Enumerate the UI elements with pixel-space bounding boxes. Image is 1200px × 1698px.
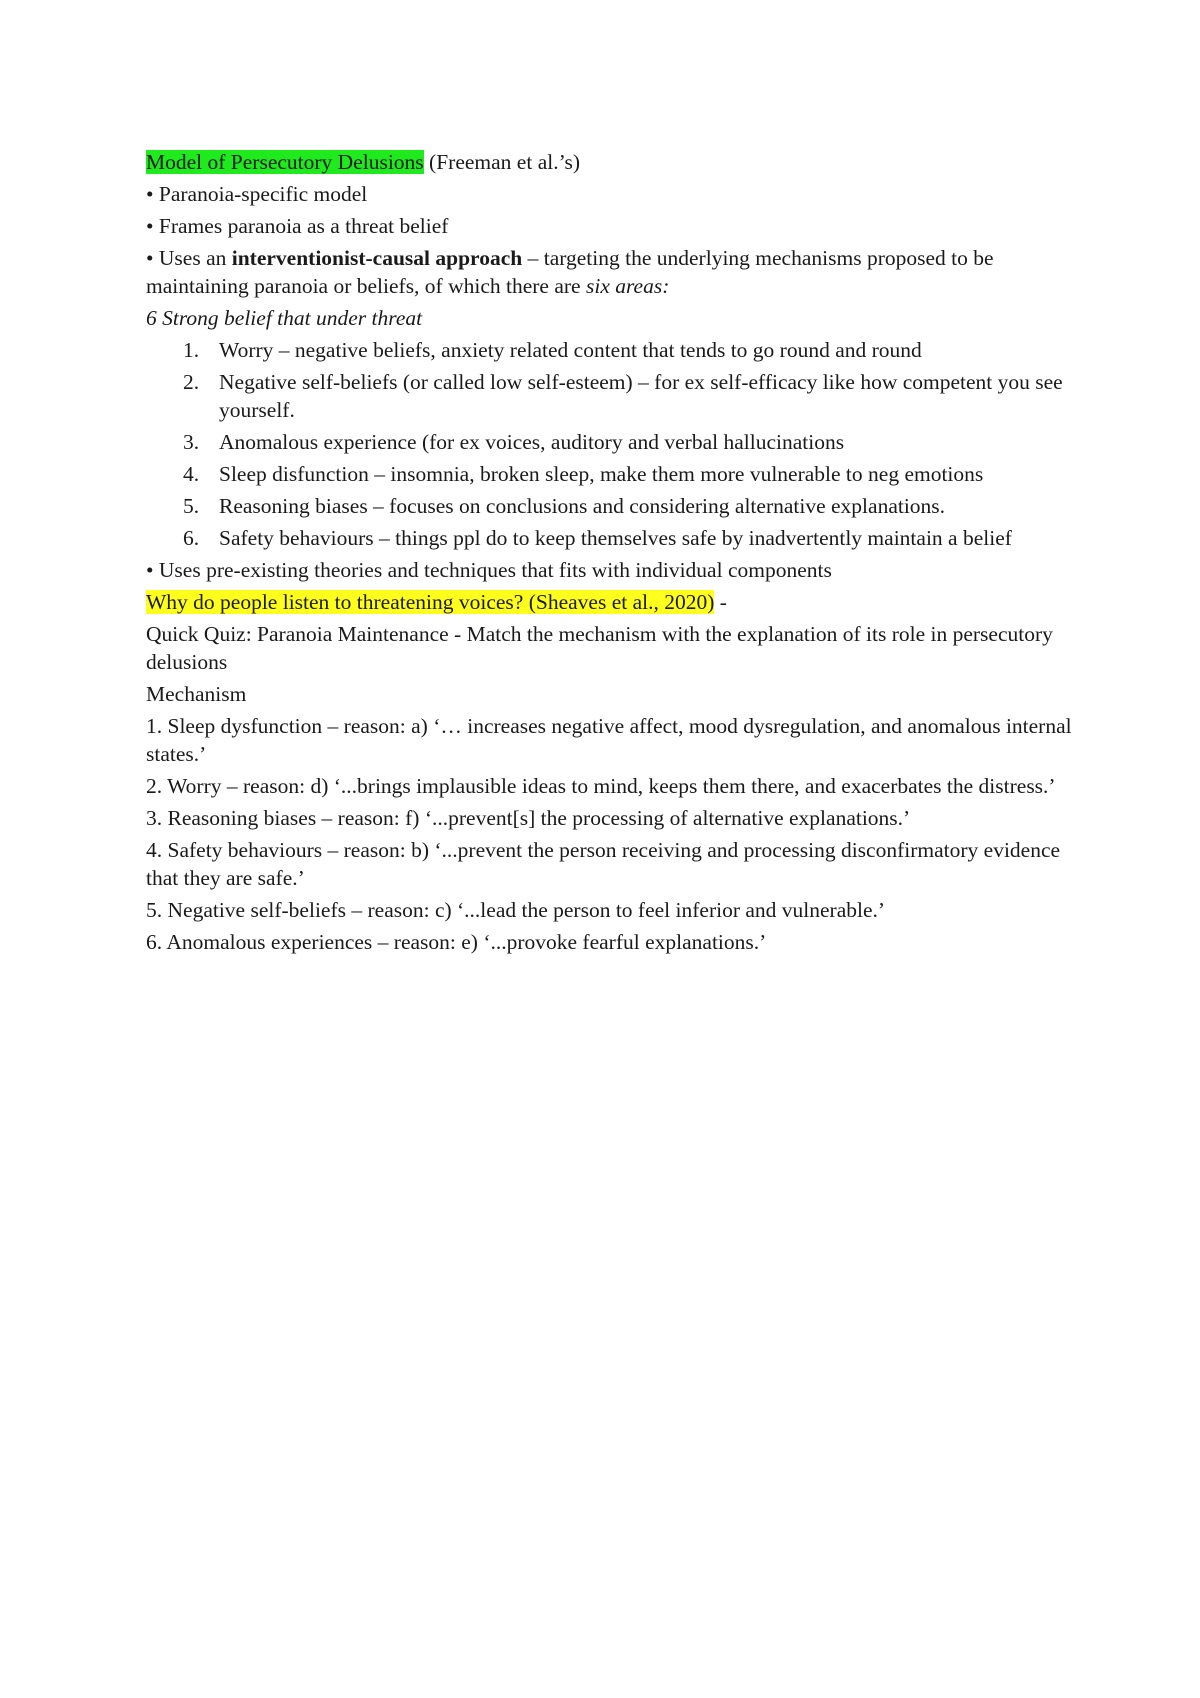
quiz-intro: Quick Quiz: Paranoia Maintenance - Match the mechanism with the explanation of its role in persecutory delusions bbox=[146, 622, 1053, 674]
voices-line bbox=[146, 588, 1076, 616]
list-item bbox=[146, 368, 1076, 424]
list-item bbox=[146, 460, 1076, 488]
list-item-number: 3. bbox=[183, 430, 200, 454]
title-line bbox=[146, 148, 1076, 176]
list-item bbox=[146, 492, 1076, 520]
list-item-number: 5. bbox=[183, 494, 200, 518]
list-item-text: Safety behaviours – things ppl do to keep themselves safe by inadvertently maintain a belief bbox=[219, 526, 1012, 550]
list-item-text: Sleep disfunction – insomnia, broken sleep, make them more vulnerable to neg emotions bbox=[219, 462, 984, 486]
quiz-item: 6. Anomalous experiences – reason: e) ‘...provoke fearful explanations.’ bbox=[146, 930, 767, 954]
quiz-item: 1. Sleep dysfunction – reason: a) ‘… increases negative affect, mood dysregulation, and anomalous internal states.’ bbox=[146, 714, 1072, 766]
list-item-text: Negative self-beliefs (or called low self-esteem) – for ex self-efficacy like how competent you see yourself. bbox=[219, 370, 1063, 422]
bullet-interventionist bbox=[146, 244, 1076, 300]
bullet-interventionist-italic: six areas: bbox=[585, 274, 670, 298]
title-highlight: Model of Persecutory Delusions bbox=[146, 150, 424, 174]
list-item-number: 4. bbox=[183, 462, 200, 486]
list-item bbox=[146, 428, 1076, 456]
list-item-text: Anomalous experience (for ex voices, auditory and verbal hallucinations bbox=[219, 430, 845, 454]
quiz-item: 3. Reasoning biases – reason: f) ‘...prevent[s] the processing of alternative explanations.’ bbox=[146, 806, 911, 830]
quiz-item: 4. Safety behaviours – reason: b) ‘...prevent the person receiving and processing disconfirmatory evidence that they are safe.’ bbox=[146, 838, 1061, 890]
bullet-threat-belief: • Frames paranoia as a threat belief bbox=[146, 214, 449, 238]
areas-list bbox=[146, 336, 1076, 552]
voices-dash: - bbox=[714, 590, 727, 614]
title-citation: (Freeman et al.’s) bbox=[423, 150, 581, 174]
bullet-theories: • Uses pre-existing theories and techniques that fits with individual components bbox=[146, 558, 832, 582]
bullet-interventionist-prefix: • Uses an bbox=[146, 246, 232, 270]
areas-heading: 6 Strong belief that under threat bbox=[146, 306, 423, 330]
bullet-interventionist-middle: – targeting the underlying mechanisms proposed to be maintaining paranoia or beliefs, of which there are bbox=[146, 246, 994, 298]
list-item-number: 1. bbox=[183, 338, 200, 362]
quiz-item: 2. Worry – reason: d) ‘...brings implausible ideas to mind, keeps them there, and exacerbates the distress.’ bbox=[146, 774, 1056, 798]
list-item bbox=[146, 336, 1076, 364]
quiz-item: 5. Negative self-beliefs – reason: c) ‘...lead the person to feel inferior and vulnerable.’ bbox=[146, 898, 886, 922]
document-page bbox=[146, 148, 1076, 960]
bullet-paranoia-specific: • Paranoia-specific model bbox=[146, 182, 368, 206]
list-item-text: Worry – negative beliefs, anxiety related content that tends to go round and round bbox=[219, 338, 922, 362]
list-item-text: Reasoning biases – focuses on conclusions and considering alternative explanations. bbox=[219, 494, 946, 518]
list-item bbox=[146, 524, 1076, 552]
bullet-interventionist-bold: interventionist-causal approach bbox=[231, 246, 523, 270]
mechanism-label: Mechanism bbox=[146, 682, 247, 706]
list-item-number: 6. bbox=[183, 526, 200, 550]
voices-highlight: Why do people listen to threatening voices? (Sheaves et al., 2020) bbox=[146, 590, 715, 614]
list-item-number: 2. bbox=[183, 370, 200, 394]
